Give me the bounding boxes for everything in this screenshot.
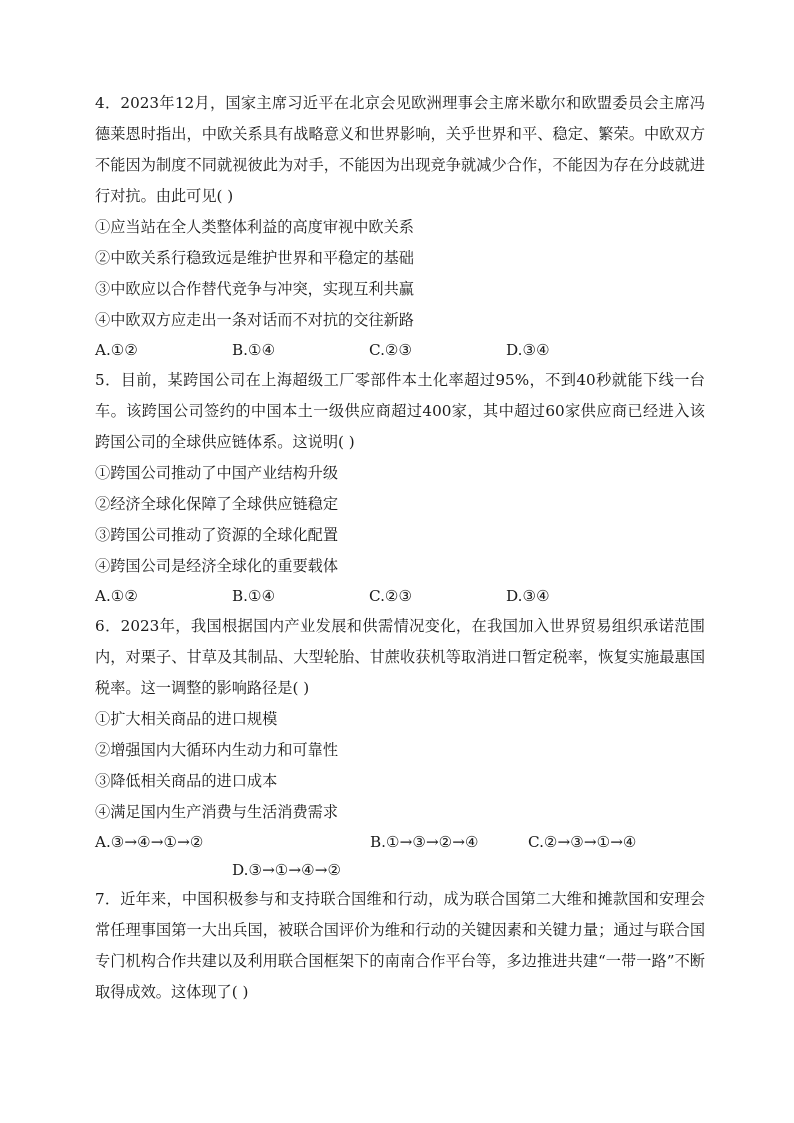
choice-d[interactable]: D.③④: [506, 587, 550, 605]
question-7: [95, 884, 705, 1008]
answer-choices: [95, 828, 705, 884]
statement-option: ③跨国公司推动了资源的全球化配置: [95, 526, 338, 544]
question-stem: 5．目前，某跨国公司在上海超级工厂零部件本土化率超过95%，不到40秒就能下线一台车。该跨国公司签约的中国本土一级供应商超过400家，其中超过60家供应商已经进入该跨国公司的全球供应链体系。这说明( ): [95, 371, 705, 451]
question-5: [95, 365, 705, 611]
question-4: [95, 88, 705, 365]
statement-option: ①跨国公司推动了中国产业结构升级: [95, 464, 338, 482]
choice-a[interactable]: A.③→④→①→②: [95, 833, 204, 851]
statement-option: ②经济全球化保障了全球供应链稳定: [95, 495, 338, 513]
statement-option: ②增强国内大循环内生动力和可靠性: [95, 741, 338, 759]
choice-a[interactable]: A.①②: [95, 341, 139, 359]
choice-d[interactable]: D.③→①→④→②: [232, 861, 342, 879]
statement-option: ③降低相关商品的进口成本: [95, 772, 278, 790]
choice-c[interactable]: C.②③: [369, 341, 413, 359]
choice-c[interactable]: C.②→③→①→④: [528, 833, 637, 851]
answer-choices: [95, 336, 705, 365]
choice-b[interactable]: B.①④: [232, 587, 276, 605]
choice-d[interactable]: D.③④: [506, 341, 550, 359]
exam-page: [95, 88, 705, 1008]
choice-c[interactable]: C.②③: [369, 587, 413, 605]
statement-option: ④中欧双方应走出一条对话而不对抗的交往新路: [95, 311, 414, 329]
choice-a[interactable]: A.①②: [95, 587, 139, 605]
statement-option: ③中欧应以合作替代竞争与冲突，实现互利共赢: [95, 280, 414, 298]
choice-b[interactable]: B.①→③→②→④: [370, 833, 479, 851]
statement-option: ②中欧关系行稳致远是维护世界和平稳定的基础: [95, 249, 414, 267]
statement-option: ④跨国公司是经济全球化的重要载体: [95, 557, 338, 575]
statement-option: ①扩大相关商品的进口规模: [95, 710, 278, 728]
question-6: [95, 611, 705, 884]
statement-option: ①应当站在全人类整体利益的高度审视中欧关系: [95, 218, 414, 236]
choice-b[interactable]: B.①④: [232, 341, 276, 359]
question-stem: 7．近年来，中国积极参与和支持联合国维和行动，成为联合国第二大维和摊款国和安理会常任理事国第一大出兵国，被联合国评价为维和行动的关键因素和关键力量；通过与联合国专门机构合作共建以及利用联合国框架下的南南合作平台等，多边推进共建“一带一路”不断取得成效。这体现了( ): [95, 890, 705, 1001]
answer-choices: [95, 582, 705, 611]
question-stem: 4．2023年12月，国家主席习近平在北京会见欧洲理事会主席米歇尔和欧盟委员会主席冯德莱恩时指出，中欧关系具有战略意义和世界影响，关乎世界和平、稳定、繁荣。中欧双方不能因为制度不同就视彼此为对手，不能因为出现竞争就减少合作，不能因为存在分歧就进行对抗。由此可见( ): [95, 94, 705, 205]
question-stem: 6．2023年，我国根据国内产业发展和供需情况变化，在我国加入世界贸易组织承诺范围内，对栗子、甘草及其制品、大型轮胎、甘蔗收获机等取消进口暂定税率，恢复实施最惠国税率。这一调整的影响路径是( ): [95, 617, 705, 697]
statement-option: ④满足国内生产消费与生活消费需求: [95, 803, 338, 821]
